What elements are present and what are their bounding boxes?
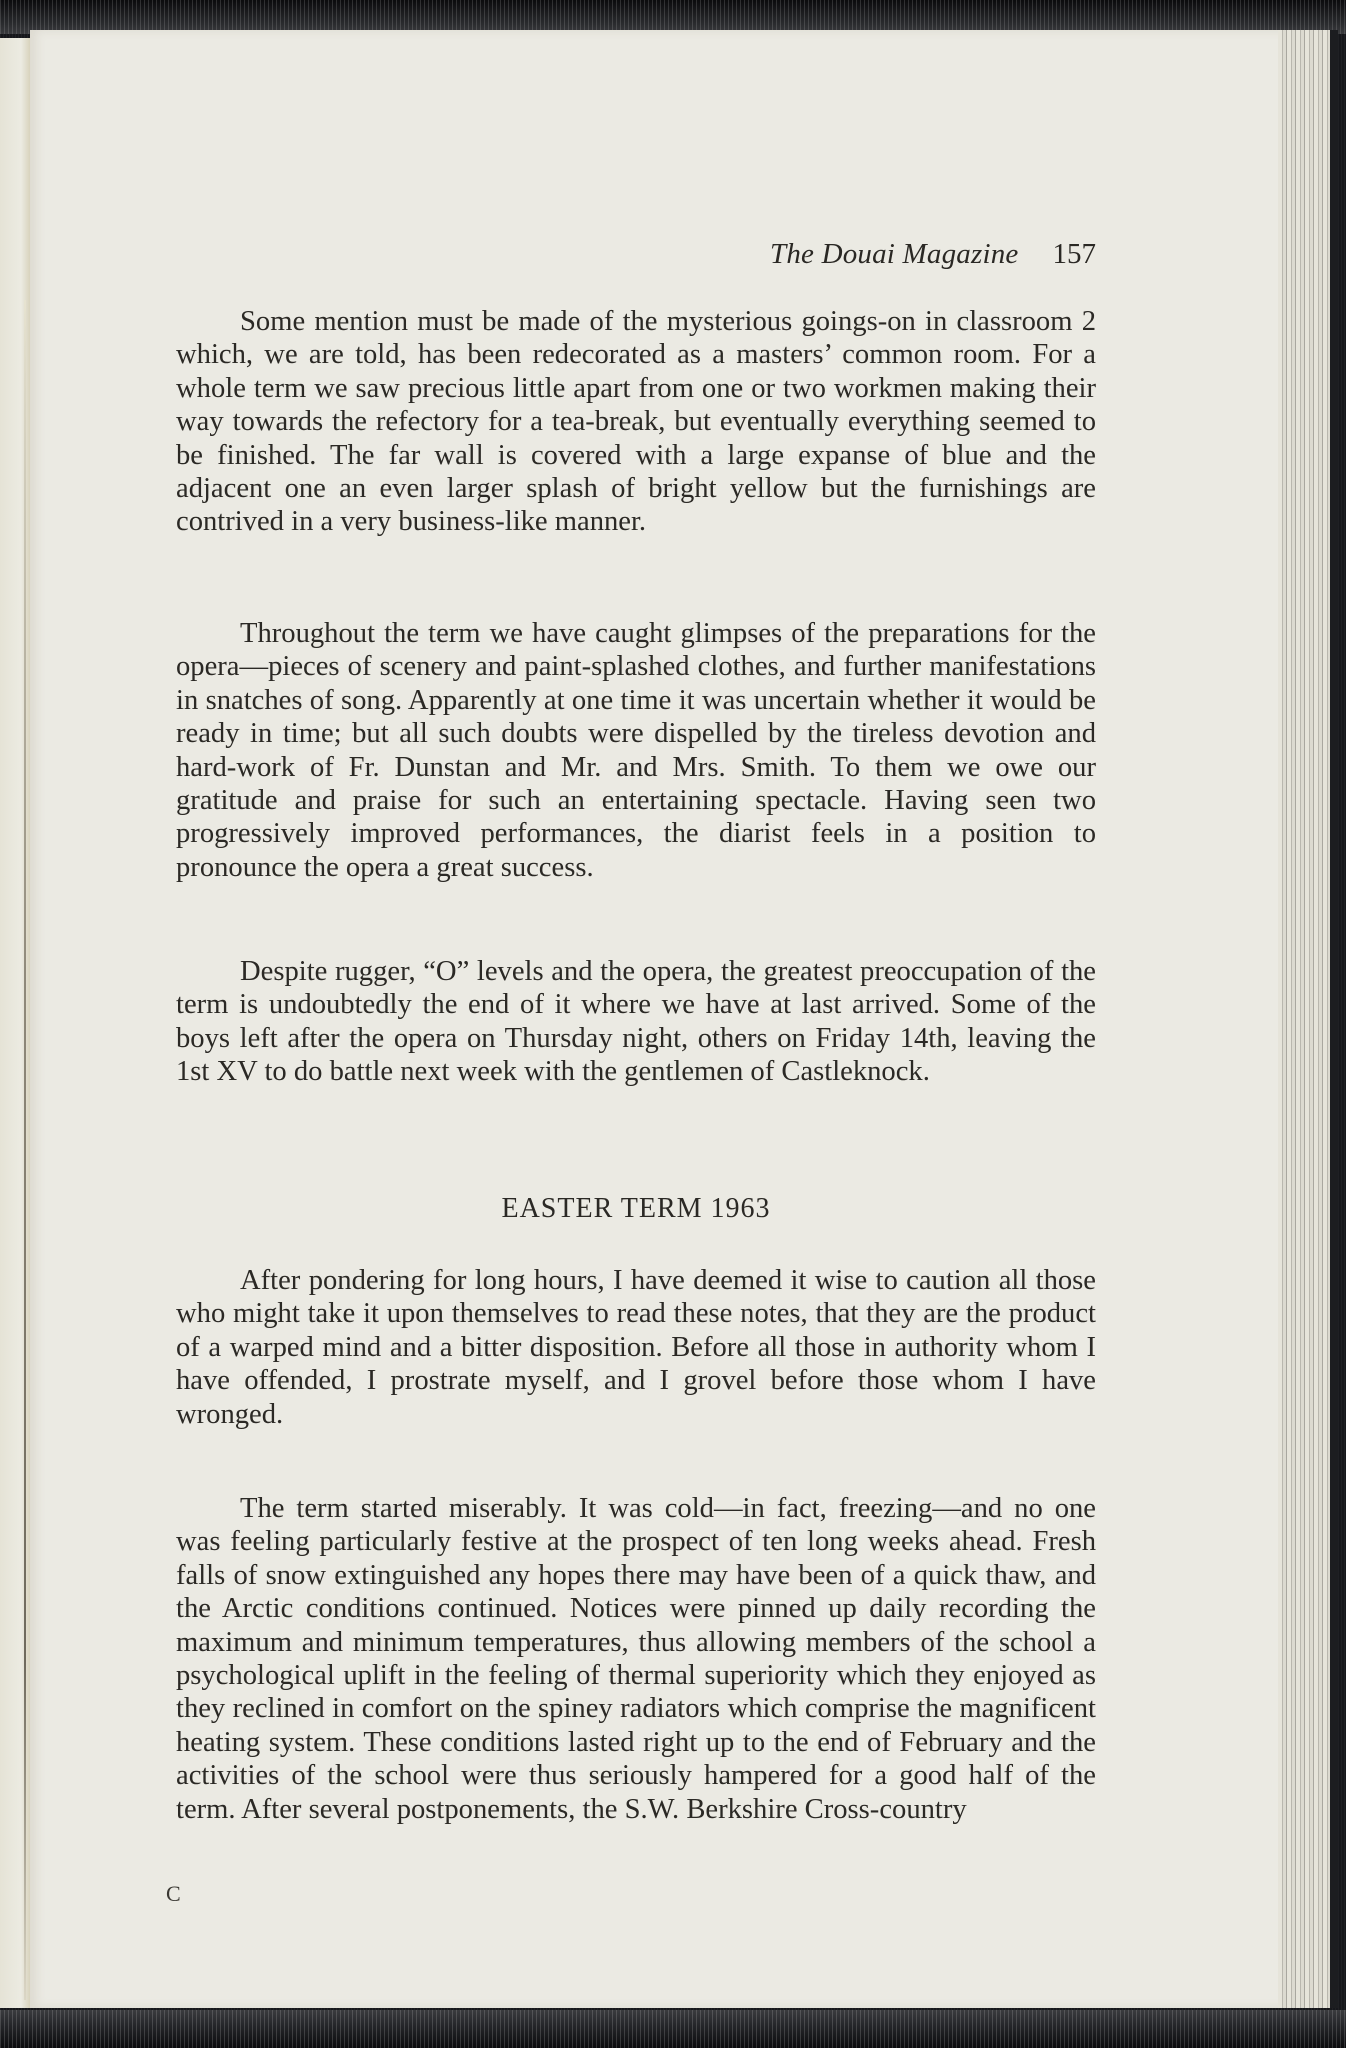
- paragraph-text: Despite rugger, “O” levels and the opera, the greatest preoccupation of the term is undoubtedly the end of it where we have at last arrived. Some of the boys left after the opera on Thursday night, others on Friday 14th, leaving the 1st XV to do battle next week with the gentlemen of Castleknock.: [176, 956, 1096, 1088]
- running-head: [690, 238, 1096, 271]
- paragraph-text: The term started miserably. It was cold—in fact, freezing—and no one was feeling particularly festive at the prospect of ten long weeks ahead. Fresh falls of snow extinguished any hopes there may have been of a quick thaw, and the Arctic conditions continued. Notices were pinned up daily recording the maximum and minimum temperatures, thus allowing members of the school a psychological uplift in the feeling of thermal superiority which they enjoyed as they reclined in comfort on the spiney radiators which comprise the magnificent heating system. These conditions lasted right up to the end of February and the activities of the school were thus seriously hampered for a good half of the term. After several postponements, the S.W. Berkshire Cross-country: [176, 1493, 1096, 1825]
- magazine-title: The Douai Magazine: [770, 238, 1019, 270]
- page-gutter: [24, 300, 26, 2000]
- binding-cloth-top: [0, 0, 1346, 34]
- section-heading: EASTER TERM 1963: [501, 1193, 771, 1224]
- page-edges-stack: [1278, 30, 1338, 2008]
- paragraph-end-of-term: [176, 955, 1096, 1089]
- paragraph-classroom: [176, 305, 1096, 539]
- binding-cloth-bottom: [0, 2010, 1346, 2048]
- page-number: 157: [1052, 238, 1096, 270]
- paragraph-text: Throughout the term we have caught glimpses of the preparations for the opera—pieces of scenery and paint-splashed clothes, and further manifestations in snatches of song. Apparently at one time it was uncertain whether it would be ready in time; but all such doubts were dispelled by the tireless devotion and hard-work of Fr. Dunstan and Mr. and Mrs. Smith. To them we owe our gratitude and praise for such an entertaining spectacle. Having seen two progressively improved performances, the diarist feels in a position to pronounce the opera a great success.: [176, 618, 1096, 883]
- paragraph-opera: [176, 617, 1096, 884]
- signature-mark: C: [166, 1881, 181, 1906]
- paragraph-apology: [176, 1264, 1096, 1431]
- paragraph-text: Some mention must be made of the mysterious goings-on in classroom 2 which, we are told, has been redecorated as a masters’ common room. For a whole term we saw precious little apart from one or two workmen making their way towards the refectory for a tea-break, but eventually everything seemed to be finished. The far wall is covered with a large expanse of blue and the adjacent one an even larger splash of bright yellow but the furnishings are contrived in a very business-like manner.: [176, 306, 1096, 538]
- paragraph-weather: [176, 1492, 1096, 1826]
- paragraph-text: After pondering for long hours, I have deemed it wise to caution all those who might take it upon themselves to read these notes, that they are the product of a warped mind and a bitter disposition. Before all those in authority whom I have offended, I prostrate myself, and I grovel before those whom I have wronged.: [176, 1265, 1096, 1430]
